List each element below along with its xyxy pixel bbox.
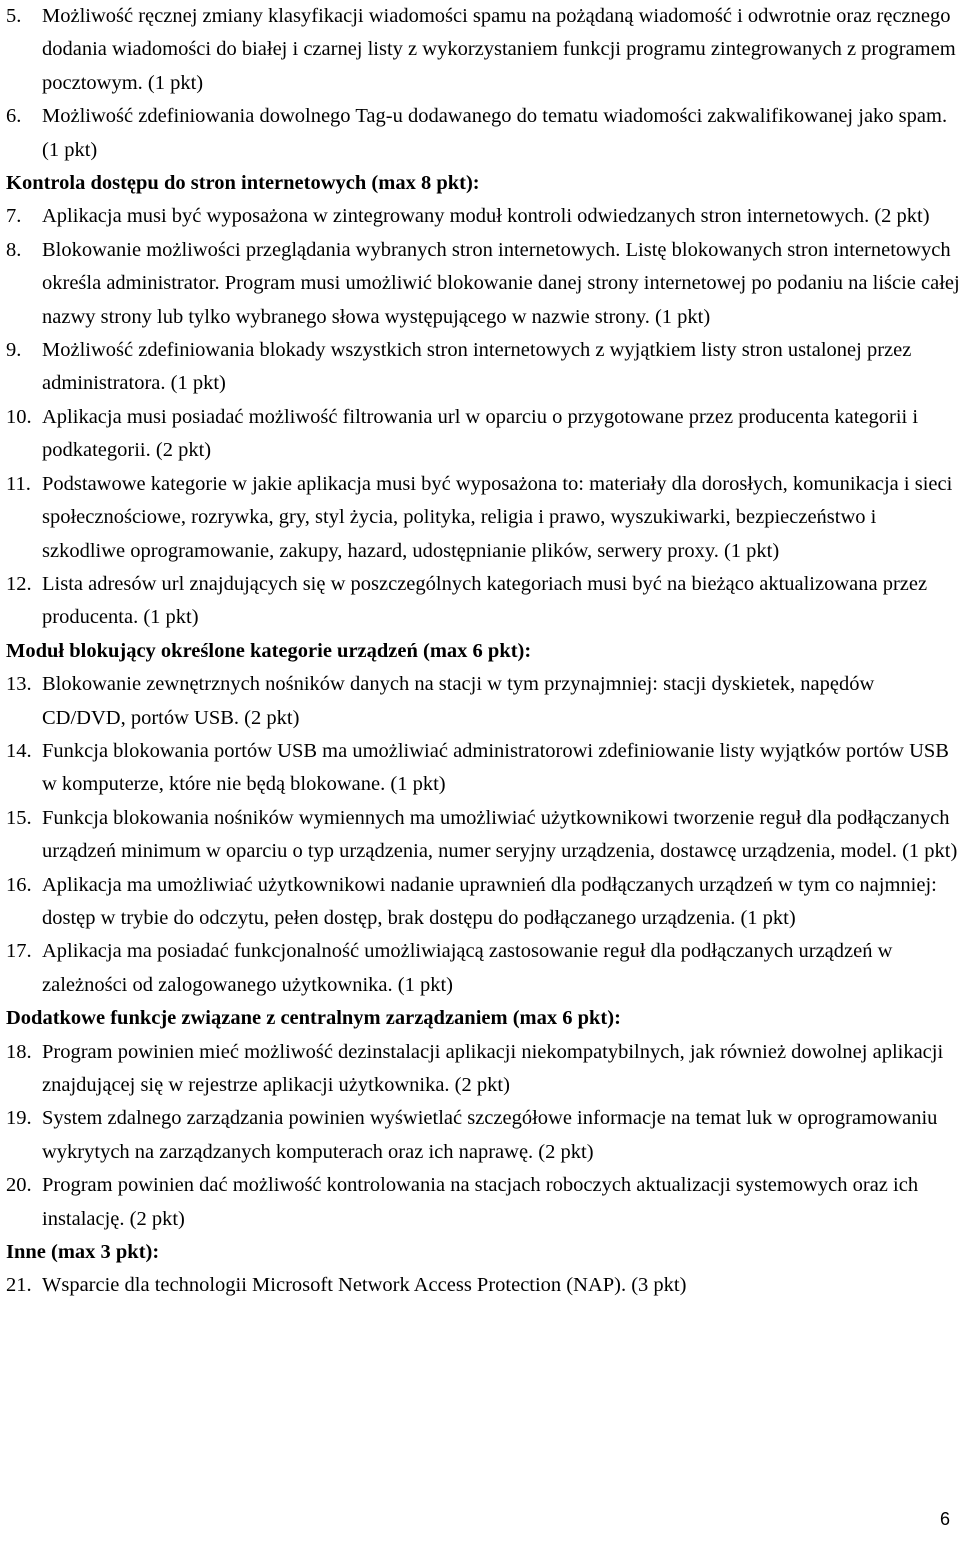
list-item-text: System zdalnego zarządzania powinien wyświetlać szczegółowe informacje na temat luk w oprogramowaniu wykrytych na zarządzanych komputerach oraz ich naprawę. (2 pkt): [42, 1107, 938, 1163]
list-item: [6, 334, 960, 401]
list-item-text: Wsparcie dla technologii Microsoft Network Access Protection (NAP). (3 pkt): [42, 1274, 687, 1297]
list-item-text: Program powinien mieć możliwość dezinstalacji aplikacji niekompatybilnych, jak również dowolnej aplikacji znajdującej się w rejestrze aplikacji użytkownika. (2 pkt): [42, 1040, 944, 1096]
list-item-number: 14.: [6, 739, 32, 762]
list-item-number: 11.: [6, 472, 31, 495]
list-item-number: 6.: [6, 105, 22, 128]
list-item-number: 19.: [6, 1107, 32, 1130]
list-item: [6, 935, 960, 1002]
list-item: [6, 735, 960, 802]
list-item-number: 9.: [6, 339, 22, 362]
list-item: [6, 0, 960, 100]
document-body: [6, 0, 960, 1303]
list-item-text: Aplikacja musi posiadać możliwość filtrowania url w oparciu o przygotowane przez producenta kategorii i podkategorii. (2 pkt): [42, 405, 919, 462]
list-item-text: Aplikacja ma posiadać funkcjonalność umożliwiającą zastosowanie reguł dla podłączanych urządzeń w zależności od zalogowanego użytkownika. (1 pkt): [42, 940, 893, 996]
list-item-number: 18.: [6, 1040, 32, 1063]
list-item-text: Możliwość ręcznej zmiany klasyfikacji wiadomości spamu na pożądaną wiadomość i odwrotnie oraz ręcznego dodania wiadomości do białej i czarnej listy z wykorzystaniem funkcji programu zintegrowanych z programem pocztowym. (1 pkt): [42, 5, 956, 94]
list-item-text: Aplikacja musi być wyposażona w zintegrowany moduł kontroli odwiedzanych stron internetowych. (2 pkt): [42, 205, 930, 228]
section-heading: Moduł blokujący określone kategorie urządzeń (max 6 pkt):: [6, 639, 532, 662]
list-item: [6, 668, 960, 735]
list-item-text: Funkcja blokowania portów USB ma umożliwiać administratorowi zdefiniowanie listy wyjątków portów USB w komputerze, które nie będą blokowane. (1 pkt): [42, 739, 949, 796]
section-heading: Kontrola dostępu do stron internetowych (max 8 pkt):: [6, 172, 480, 195]
list-item: [6, 401, 960, 468]
list-item: [6, 568, 960, 635]
list-item-number: 21.: [6, 1274, 32, 1297]
list-item-text: Aplikacja ma umożliwiać użytkownikowi nadanie uprawnień dla podłączanych urządzeń w tym co najmniej: dostęp w trybie do odczytu, pełen dostęp, brak dostępu do podłączanego urządzenia. (1 pkt): [42, 873, 937, 929]
list-item-text: Blokowanie zewnętrznych nośników danych na stacji w tym przynajmniej: stacji dyskietek, napędów CD/DVD, portów USB. (2 pkt): [42, 673, 875, 729]
section-heading: Inne (max 3 pkt):: [6, 1241, 160, 1264]
list-item: [6, 802, 960, 869]
list-item-text: Możliwość zdefiniowania dowolnego Tag-u dodawanego do tematu wiadomości zakwalifikowanej jako spam. (1 pkt): [42, 105, 948, 161]
section-heading: Dodatkowe funkcje związane z centralnym zarządzaniem (max 6 pkt):: [6, 1007, 621, 1030]
list-item: [6, 100, 960, 167]
list-item-number: 7.: [6, 205, 22, 228]
list-item-text: Program powinien dać możliwość kontrolowania na stacjach roboczych aktualizacji systemowych oraz ich instalację. (2 pkt): [42, 1174, 919, 1230]
list-item-text: Lista adresów url znajdujących się w poszczególnych kategoriach musi być na bieżąco aktualizowana przez producenta. (1 pkt): [42, 572, 928, 629]
list-item-text: Możliwość zdefiniowania blokady wszystkich stron internetowych z wyjątkiem listy stron ustalonej przez administratora. (1 pkt): [42, 339, 912, 395]
list-item-text: Blokowanie możliwości przeglądania wybranych stron internetowych. Listę blokowanych stron internetowych określa administrator. Program musi umożliwić blokowanie danej strony internetowej po podaniu na liście całej nazwy strony lub tylko wybranego słowa występującego w nazwie strony. (1 pkt): [42, 238, 960, 328]
list-item-number: 5.: [6, 5, 22, 27]
list-item-text: Funkcja blokowania nośników wymiennych ma umożliwiać użytkownikowi tworzenie reguł dla podłączanych urządzeń minimum w oparciu o typ urządzenia, numer seryjny urządzenia, dostawcę urządzenia, model. (1 pkt): [42, 806, 958, 863]
list-item-number: 13.: [6, 673, 32, 696]
list-item-text: Podstawowe kategorie w jakie aplikacja musi być wyposażona to: materiały dla dorosłych, komunikacja i sieci społecznościowe, rozrywka, gry, styl życia, polityka, religia i prawo, wyszukiwarki, bezpieczeństwo i szkodliwe oprogramowanie, zakupy, hazard, udostępnianie plików, serwery proxy. (1 pkt): [42, 472, 953, 562]
list-item-number: 17.: [6, 940, 32, 963]
list-item: [6, 468, 960, 568]
list-item-number: 8.: [6, 238, 22, 261]
list-item-number: 12.: [6, 572, 32, 595]
list-item-number: 10.: [6, 405, 32, 428]
list-item: [6, 1169, 960, 1236]
list-item: [6, 1036, 960, 1103]
list-item: [6, 1269, 960, 1302]
list-item: [6, 200, 960, 233]
list-item-number: 20.: [6, 1174, 32, 1197]
list-item: [6, 234, 960, 334]
page-number: 6: [939, 1509, 950, 1529]
list-item: [6, 1102, 960, 1169]
list-item-number: 16.: [6, 873, 32, 896]
list-item-number: 15.: [6, 806, 32, 829]
list-item: [6, 869, 960, 936]
